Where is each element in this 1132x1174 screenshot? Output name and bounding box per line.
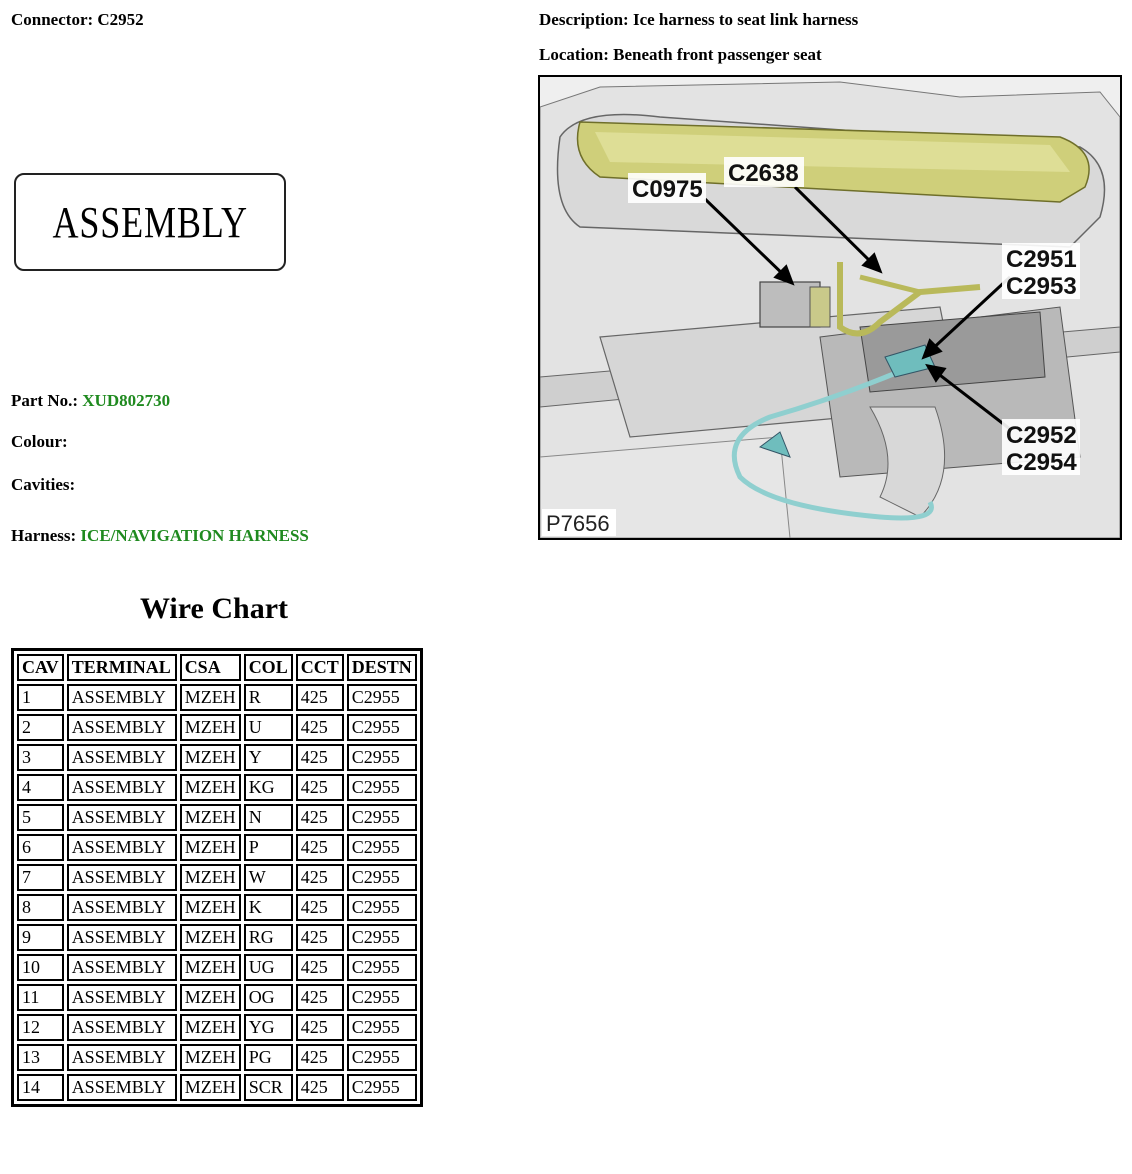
terminal-cell: ASSEMBLY bbox=[67, 1044, 177, 1071]
table-row bbox=[17, 714, 417, 741]
csa-cell: MZEH bbox=[180, 924, 241, 951]
csa-cell: MZEH bbox=[180, 714, 241, 741]
col-cell: RG bbox=[244, 924, 293, 951]
cav-cell: 4 bbox=[17, 774, 64, 801]
table-row bbox=[17, 924, 417, 951]
callout-c2951: C2951 bbox=[1006, 246, 1077, 273]
cav-cell: 10 bbox=[17, 954, 64, 981]
col-cell: U bbox=[244, 714, 293, 741]
table-row bbox=[17, 804, 417, 831]
photo-reference: P7656 bbox=[546, 511, 610, 536]
cct-cell: 425 bbox=[296, 684, 344, 711]
destn-cell: C2955 bbox=[347, 1044, 417, 1071]
terminal-cell: ASSEMBLY bbox=[67, 834, 177, 861]
table-row bbox=[17, 864, 417, 891]
table-row bbox=[17, 774, 417, 801]
col-cell: P bbox=[244, 834, 293, 861]
column-header: CAV bbox=[17, 654, 64, 681]
destn-cell: C2955 bbox=[347, 744, 417, 771]
seat-underside-illustration bbox=[540, 77, 1120, 538]
callout-c0975: C0975 bbox=[632, 176, 703, 203]
terminal-cell: ASSEMBLY bbox=[67, 1014, 177, 1041]
cct-cell: 425 bbox=[296, 774, 344, 801]
col-cell: SCR bbox=[244, 1074, 293, 1101]
table-row bbox=[17, 744, 417, 771]
cav-cell: 5 bbox=[17, 804, 64, 831]
callout-c2953: C2953 bbox=[1006, 273, 1077, 300]
callout-c2952: C2952 bbox=[1006, 422, 1077, 449]
col-cell: KG bbox=[244, 774, 293, 801]
col-cell: UG bbox=[244, 954, 293, 981]
destn-cell: C2955 bbox=[347, 804, 417, 831]
csa-cell: MZEH bbox=[180, 984, 241, 1011]
terminal-cell: ASSEMBLY bbox=[67, 894, 177, 921]
table-row bbox=[17, 1074, 417, 1101]
col-cell: OG bbox=[244, 984, 293, 1011]
cct-cell: 425 bbox=[296, 804, 344, 831]
column-header: DESTN bbox=[347, 654, 417, 681]
column-header: COL bbox=[244, 654, 293, 681]
destn-cell: C2955 bbox=[347, 684, 417, 711]
table-row bbox=[17, 684, 417, 711]
terminal-cell: ASSEMBLY bbox=[67, 984, 177, 1011]
csa-cell: MZEH bbox=[180, 1044, 241, 1071]
table-row bbox=[17, 894, 417, 921]
column-header: CCT bbox=[296, 654, 344, 681]
connector-face-image bbox=[14, 173, 286, 271]
destn-cell: C2955 bbox=[347, 834, 417, 861]
terminal-cell: ASSEMBLY bbox=[67, 804, 177, 831]
table-row bbox=[17, 954, 417, 981]
connector-title: Connector: C2952 bbox=[11, 10, 144, 29]
harness bbox=[11, 526, 309, 546]
csa-cell: MZEH bbox=[180, 1014, 241, 1041]
col-cell: R bbox=[244, 684, 293, 711]
cav-cell: 7 bbox=[17, 864, 64, 891]
terminal-cell: ASSEMBLY bbox=[67, 684, 177, 711]
cct-cell: 425 bbox=[296, 714, 344, 741]
column-header: TERMINAL bbox=[67, 654, 177, 681]
cav-cell: 9 bbox=[17, 924, 64, 951]
terminal-cell: ASSEMBLY bbox=[67, 744, 177, 771]
cav-cell: 12 bbox=[17, 1014, 64, 1041]
cct-cell: 425 bbox=[296, 1014, 344, 1041]
cav-cell: 13 bbox=[17, 1044, 64, 1071]
terminal-cell: ASSEMBLY bbox=[67, 864, 177, 891]
table-row bbox=[17, 834, 417, 861]
destn-cell: C2955 bbox=[347, 1074, 417, 1101]
destn-cell: C2955 bbox=[347, 894, 417, 921]
description: Description: Ice harness to seat link harness bbox=[539, 10, 859, 29]
cav-cell: 6 bbox=[17, 834, 64, 861]
destn-cell: C2955 bbox=[347, 954, 417, 981]
col-cell: YG bbox=[244, 1014, 293, 1041]
callout-c2954: C2954 bbox=[1006, 449, 1077, 476]
part-number-label: Part No.: bbox=[11, 391, 79, 410]
callout-c2638: C2638 bbox=[728, 160, 799, 187]
harness-value: ICE/NAVIGATION HARNESS bbox=[80, 526, 309, 545]
csa-cell: MZEH bbox=[180, 744, 241, 771]
destn-cell: C2955 bbox=[347, 984, 417, 1011]
connector-face-label: ASSEMBLY bbox=[52, 197, 248, 247]
col-cell: PG bbox=[244, 1044, 293, 1071]
destn-cell: C2955 bbox=[347, 774, 417, 801]
csa-cell: MZEH bbox=[180, 804, 241, 831]
csa-cell: MZEH bbox=[180, 864, 241, 891]
cct-cell: 425 bbox=[296, 744, 344, 771]
destn-cell: C2955 bbox=[347, 1014, 417, 1041]
table-header-row bbox=[17, 654, 417, 681]
location-photo bbox=[538, 75, 1122, 540]
col-cell: Y bbox=[244, 744, 293, 771]
col-cell: W bbox=[244, 864, 293, 891]
col-cell: N bbox=[244, 804, 293, 831]
cct-cell: 425 bbox=[296, 1074, 344, 1101]
table-row bbox=[17, 1014, 417, 1041]
cct-cell: 425 bbox=[296, 894, 344, 921]
terminal-cell: ASSEMBLY bbox=[67, 1074, 177, 1101]
wire-chart-table bbox=[11, 648, 423, 1107]
part-number-value: XUD802730 bbox=[82, 391, 171, 410]
cct-cell: 425 bbox=[296, 924, 344, 951]
cct-cell: 425 bbox=[296, 834, 344, 861]
table-row bbox=[17, 984, 417, 1011]
column-header: CSA bbox=[180, 654, 241, 681]
csa-cell: MZEH bbox=[180, 954, 241, 981]
terminal-cell: ASSEMBLY bbox=[67, 714, 177, 741]
cav-cell: 3 bbox=[17, 744, 64, 771]
destn-cell: C2955 bbox=[347, 864, 417, 891]
cav-cell: 2 bbox=[17, 714, 64, 741]
csa-cell: MZEH bbox=[180, 894, 241, 921]
table-row bbox=[17, 1044, 417, 1071]
cavities-label: Cavities: bbox=[11, 475, 76, 494]
cct-cell: 425 bbox=[296, 984, 344, 1011]
wire-chart-body bbox=[17, 684, 417, 1101]
cct-cell: 425 bbox=[296, 954, 344, 981]
col-cell: K bbox=[244, 894, 293, 921]
destn-cell: C2955 bbox=[347, 714, 417, 741]
cav-cell: 14 bbox=[17, 1074, 64, 1101]
harness-label: Harness: bbox=[11, 526, 77, 545]
part-number bbox=[11, 391, 170, 411]
csa-cell: MZEH bbox=[180, 774, 241, 801]
csa-cell: MZEH bbox=[180, 684, 241, 711]
cct-cell: 425 bbox=[296, 1044, 344, 1071]
cav-cell: 8 bbox=[17, 894, 64, 921]
csa-cell: MZEH bbox=[180, 834, 241, 861]
cav-cell: 1 bbox=[17, 684, 64, 711]
colour-label: Colour: bbox=[11, 432, 68, 451]
csa-cell: MZEH bbox=[180, 1074, 241, 1101]
terminal-cell: ASSEMBLY bbox=[67, 954, 177, 981]
terminal-cell: ASSEMBLY bbox=[67, 924, 177, 951]
wire-chart-title: Wire Chart bbox=[139, 592, 289, 625]
cct-cell: 425 bbox=[296, 864, 344, 891]
cav-cell: 11 bbox=[17, 984, 64, 1011]
location: Location: Beneath front passenger seat bbox=[539, 45, 822, 64]
terminal-cell: ASSEMBLY bbox=[67, 774, 177, 801]
destn-cell: C2955 bbox=[347, 924, 417, 951]
